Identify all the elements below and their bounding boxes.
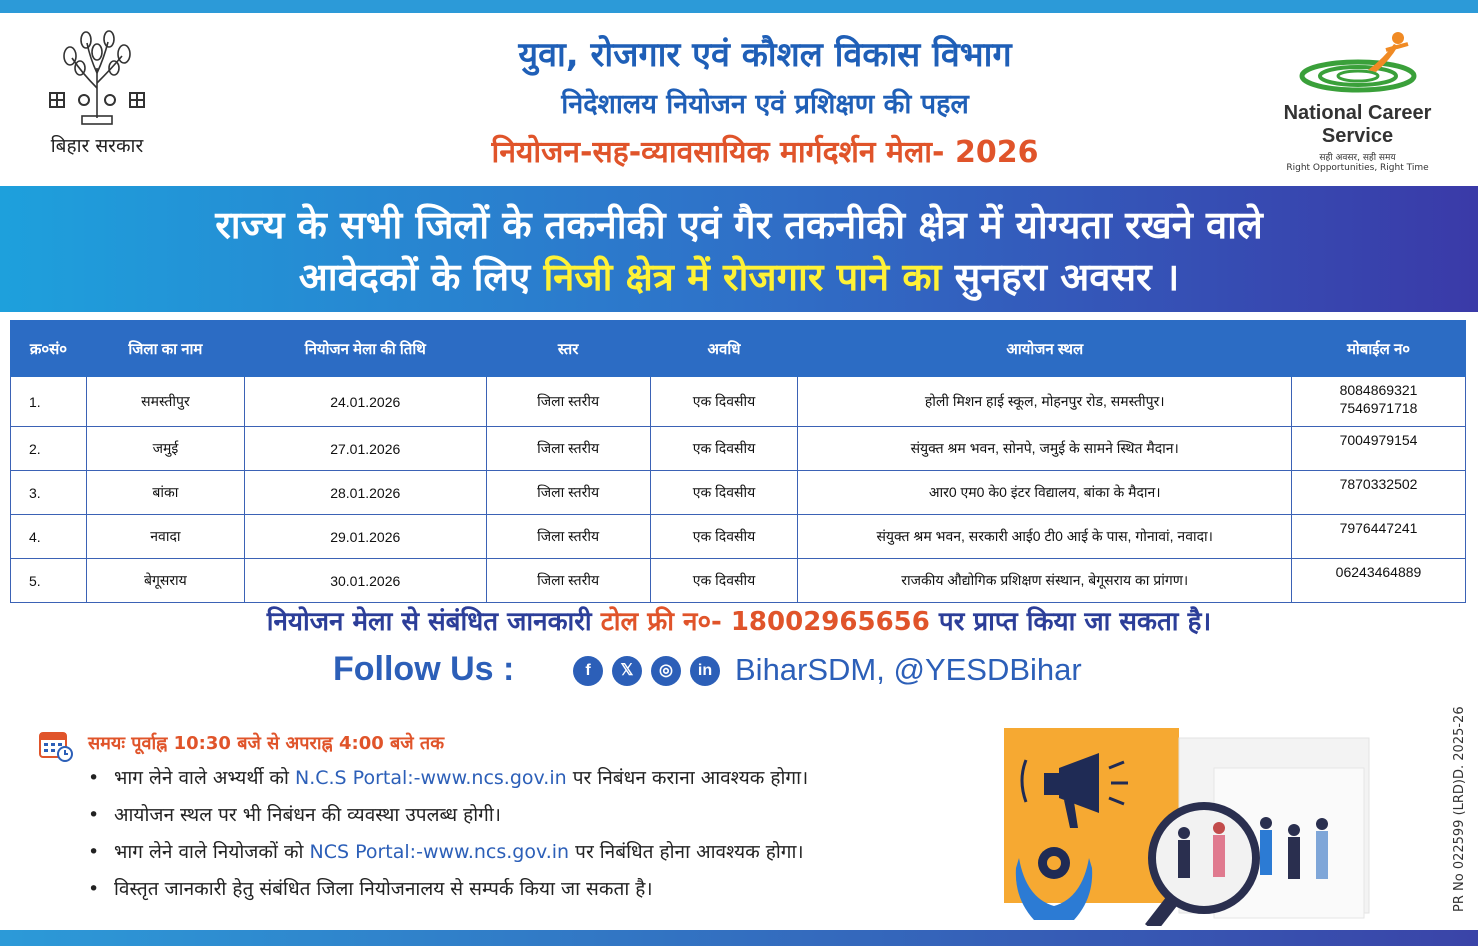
ncs-tagline-hindi: सही अवसर, सही समय bbox=[1319, 153, 1396, 163]
cell-level: जिला स्तरीय bbox=[486, 377, 650, 427]
cell-level: जिला स्तरीय bbox=[486, 471, 650, 515]
list-item: • आयोजन स्थल पर भी निबंधन की व्यवस्था उपलब्ध होगी। bbox=[88, 801, 968, 838]
cell-date: 30.01.2026 bbox=[244, 559, 486, 603]
bottom-strip bbox=[0, 930, 1478, 946]
cell-mobile bbox=[1292, 377, 1466, 427]
instagram-icon[interactable]: ◎ bbox=[651, 656, 681, 686]
top-strip bbox=[0, 0, 1478, 13]
cell-district: बांका bbox=[86, 471, 244, 515]
cell-level: जिला स्तरीय bbox=[486, 427, 650, 471]
cell-level: जिला स्तरीय bbox=[486, 559, 650, 603]
recruitment-illustration bbox=[1004, 728, 1444, 926]
table-row bbox=[11, 559, 1466, 603]
cell-date: 27.01.2026 bbox=[244, 427, 486, 471]
col-header-venue: आयोजन स्थल bbox=[798, 321, 1292, 377]
cell-duration: एक दिवसीय bbox=[650, 515, 798, 559]
ncs-name: National Career Service bbox=[1283, 102, 1432, 147]
cell-venue: राजकीय औद्योगिक प्रशिक्षण संस्थान, बेगूसराय का प्रांगण। bbox=[798, 559, 1292, 603]
table-row bbox=[11, 471, 1466, 515]
mobile-number: 7546971718 bbox=[1339, 400, 1418, 416]
pr-number: PR No 022599 (LRD)D. 2025-26 bbox=[1452, 706, 1467, 912]
cell-mobile: 7976447241 bbox=[1292, 515, 1466, 559]
ncs-portal-link[interactable]: N.C.S Portal:-www.ncs.gov.in bbox=[295, 767, 567, 789]
ncs-logo bbox=[1250, 30, 1465, 173]
table-row bbox=[11, 377, 1466, 427]
cell-venue: आर0 एम0 के0 इंटर विद्यालय, बांका के मैदान। bbox=[798, 471, 1292, 515]
cell-venue: होली मिशन हाई स्कूल, मोहनपुर रोड, समस्तीपुर। bbox=[798, 377, 1292, 427]
cell-mobile: 06243464889 bbox=[1292, 559, 1466, 603]
toll-free-number: टोल फ्री न०- 18002965656 bbox=[600, 607, 930, 637]
instructions-list bbox=[88, 764, 968, 912]
list-item: • विस्तृत जानकारी हेतु संबंधित जिला नियोजनालय से सम्पर्क किया जा सकता है। bbox=[88, 875, 968, 912]
cell-level: जिला स्तरीय bbox=[486, 515, 650, 559]
social-handles[interactable]: BiharSDM, @YESDBihar bbox=[735, 652, 1082, 687]
cell-serial: 2. bbox=[11, 427, 87, 471]
cell-duration: एक दिवसीय bbox=[650, 559, 798, 603]
col-header-district: जिला का नाम bbox=[86, 321, 244, 377]
mobile-number: 8084869321 bbox=[1339, 382, 1418, 398]
cell-duration: एक दिवसीय bbox=[650, 377, 798, 427]
bodhi-tree-emblem-icon bbox=[42, 28, 152, 128]
cell-date: 24.01.2026 bbox=[244, 377, 486, 427]
cell-mobile: 7004979154 bbox=[1292, 427, 1466, 471]
col-header-mobile: मोबाईल न० bbox=[1292, 321, 1466, 377]
gov-caption: बिहार सरकार bbox=[50, 135, 144, 157]
toll-free-info bbox=[0, 602, 1478, 638]
cell-venue: संयुक्त श्रम भवन, सरकारी आई0 टी0 आई के पास, गोनावां, नवादा। bbox=[798, 515, 1292, 559]
cell-mobile: 7870332502 bbox=[1292, 471, 1466, 515]
cell-serial: 1. bbox=[11, 377, 87, 427]
cell-district: समस्तीपुर bbox=[86, 377, 244, 427]
col-header-level: स्तर bbox=[486, 321, 650, 377]
linkedin-icon[interactable]: in bbox=[690, 656, 720, 686]
bullet-icon: • bbox=[88, 841, 100, 863]
job-fair-schedule-table bbox=[10, 320, 1466, 587]
follow-us-row bbox=[333, 648, 1153, 692]
table-row bbox=[11, 515, 1466, 559]
list-item: • भाग लेने वाले नियोजकों को NCS Portal:-www.ncs.gov.in पर निबंधित होना आवश्यक होगा। bbox=[88, 838, 968, 875]
toll-suffix: पर प्राप्त किया जा सकता है। bbox=[938, 607, 1212, 637]
cell-serial: 4. bbox=[11, 515, 87, 559]
bihar-govt-logo bbox=[22, 28, 172, 168]
banner-highlight: निजी क्षेत्र में रोजगार पाने का bbox=[543, 255, 942, 299]
col-header-duration: अवधि bbox=[650, 321, 798, 377]
cell-district: जमुई bbox=[86, 427, 244, 471]
bullet-icon: • bbox=[88, 878, 100, 900]
cell-duration: एक दिवसीय bbox=[650, 471, 798, 515]
event-title: नियोजन-सह-व्यावसायिक मार्गदर्शन मेला- 2026 bbox=[491, 135, 1039, 170]
toll-prefix: नियोजन मेला से संबंधित जानकारी bbox=[266, 607, 592, 637]
calendar-clock-icon bbox=[38, 727, 74, 763]
list-item: • भाग लेने वाले अभ्यर्थी को N.C.S Portal:-www.ncs.gov.in पर निबंधन कराना आवश्यक होगा। bbox=[88, 764, 968, 801]
facebook-icon[interactable]: f bbox=[573, 656, 603, 686]
cell-duration: एक दिवसीय bbox=[650, 427, 798, 471]
ncs-emblem-icon bbox=[1298, 30, 1418, 96]
department-title: युवा, रोजगार एवं कौशल विकास विभाग bbox=[518, 35, 1012, 75]
opportunity-banner bbox=[0, 186, 1478, 312]
cell-serial: 3. bbox=[11, 471, 87, 515]
cell-venue: संयुक्त श्रम भवन, सोनपे, जमुई के सामने स्थित मैदान। bbox=[798, 427, 1292, 471]
table-header-row bbox=[11, 321, 1466, 377]
banner-line-2 bbox=[0, 250, 1478, 302]
bullet-icon: • bbox=[88, 804, 100, 826]
x-icon[interactable]: 𝕏 bbox=[612, 656, 642, 686]
cell-date: 28.01.2026 bbox=[244, 471, 486, 515]
cell-date: 29.01.2026 bbox=[244, 515, 486, 559]
col-header-date: नियोजन मेला की तिथि bbox=[244, 321, 486, 377]
event-timing: समयः पूर्वाह्न 10:30 बजे से अपराह्न 4:00 बजे तक bbox=[88, 733, 445, 754]
directorate-subtitle: निदेशालय नियोजन एवं प्रशिक्षण की पहल bbox=[561, 89, 969, 120]
banner-line-1: राज्य के सभी जिलों के तकनीकी एवं गैर तकनीकी क्षेत्र में योग्यता रखने वाले bbox=[215, 203, 1263, 247]
bullet-icon: • bbox=[88, 767, 100, 789]
cell-serial: 5. bbox=[11, 559, 87, 603]
col-header-serial: क्र०सं० bbox=[11, 321, 87, 377]
table-row bbox=[11, 427, 1466, 471]
cell-district: नवादा bbox=[86, 515, 244, 559]
ncs-portal-link[interactable]: NCS Portal:-www.ncs.gov.in bbox=[309, 841, 570, 863]
follow-us-label: Follow Us : bbox=[333, 650, 515, 688]
banner-line-2-end: सुनहरा अवसर । bbox=[954, 255, 1180, 299]
cell-district: बेगूसराय bbox=[86, 559, 244, 603]
ncs-tagline-english: Right Opportunities, Right Time bbox=[1286, 163, 1429, 173]
banner-line-2-start: आवेदकों के लिए bbox=[298, 255, 531, 299]
